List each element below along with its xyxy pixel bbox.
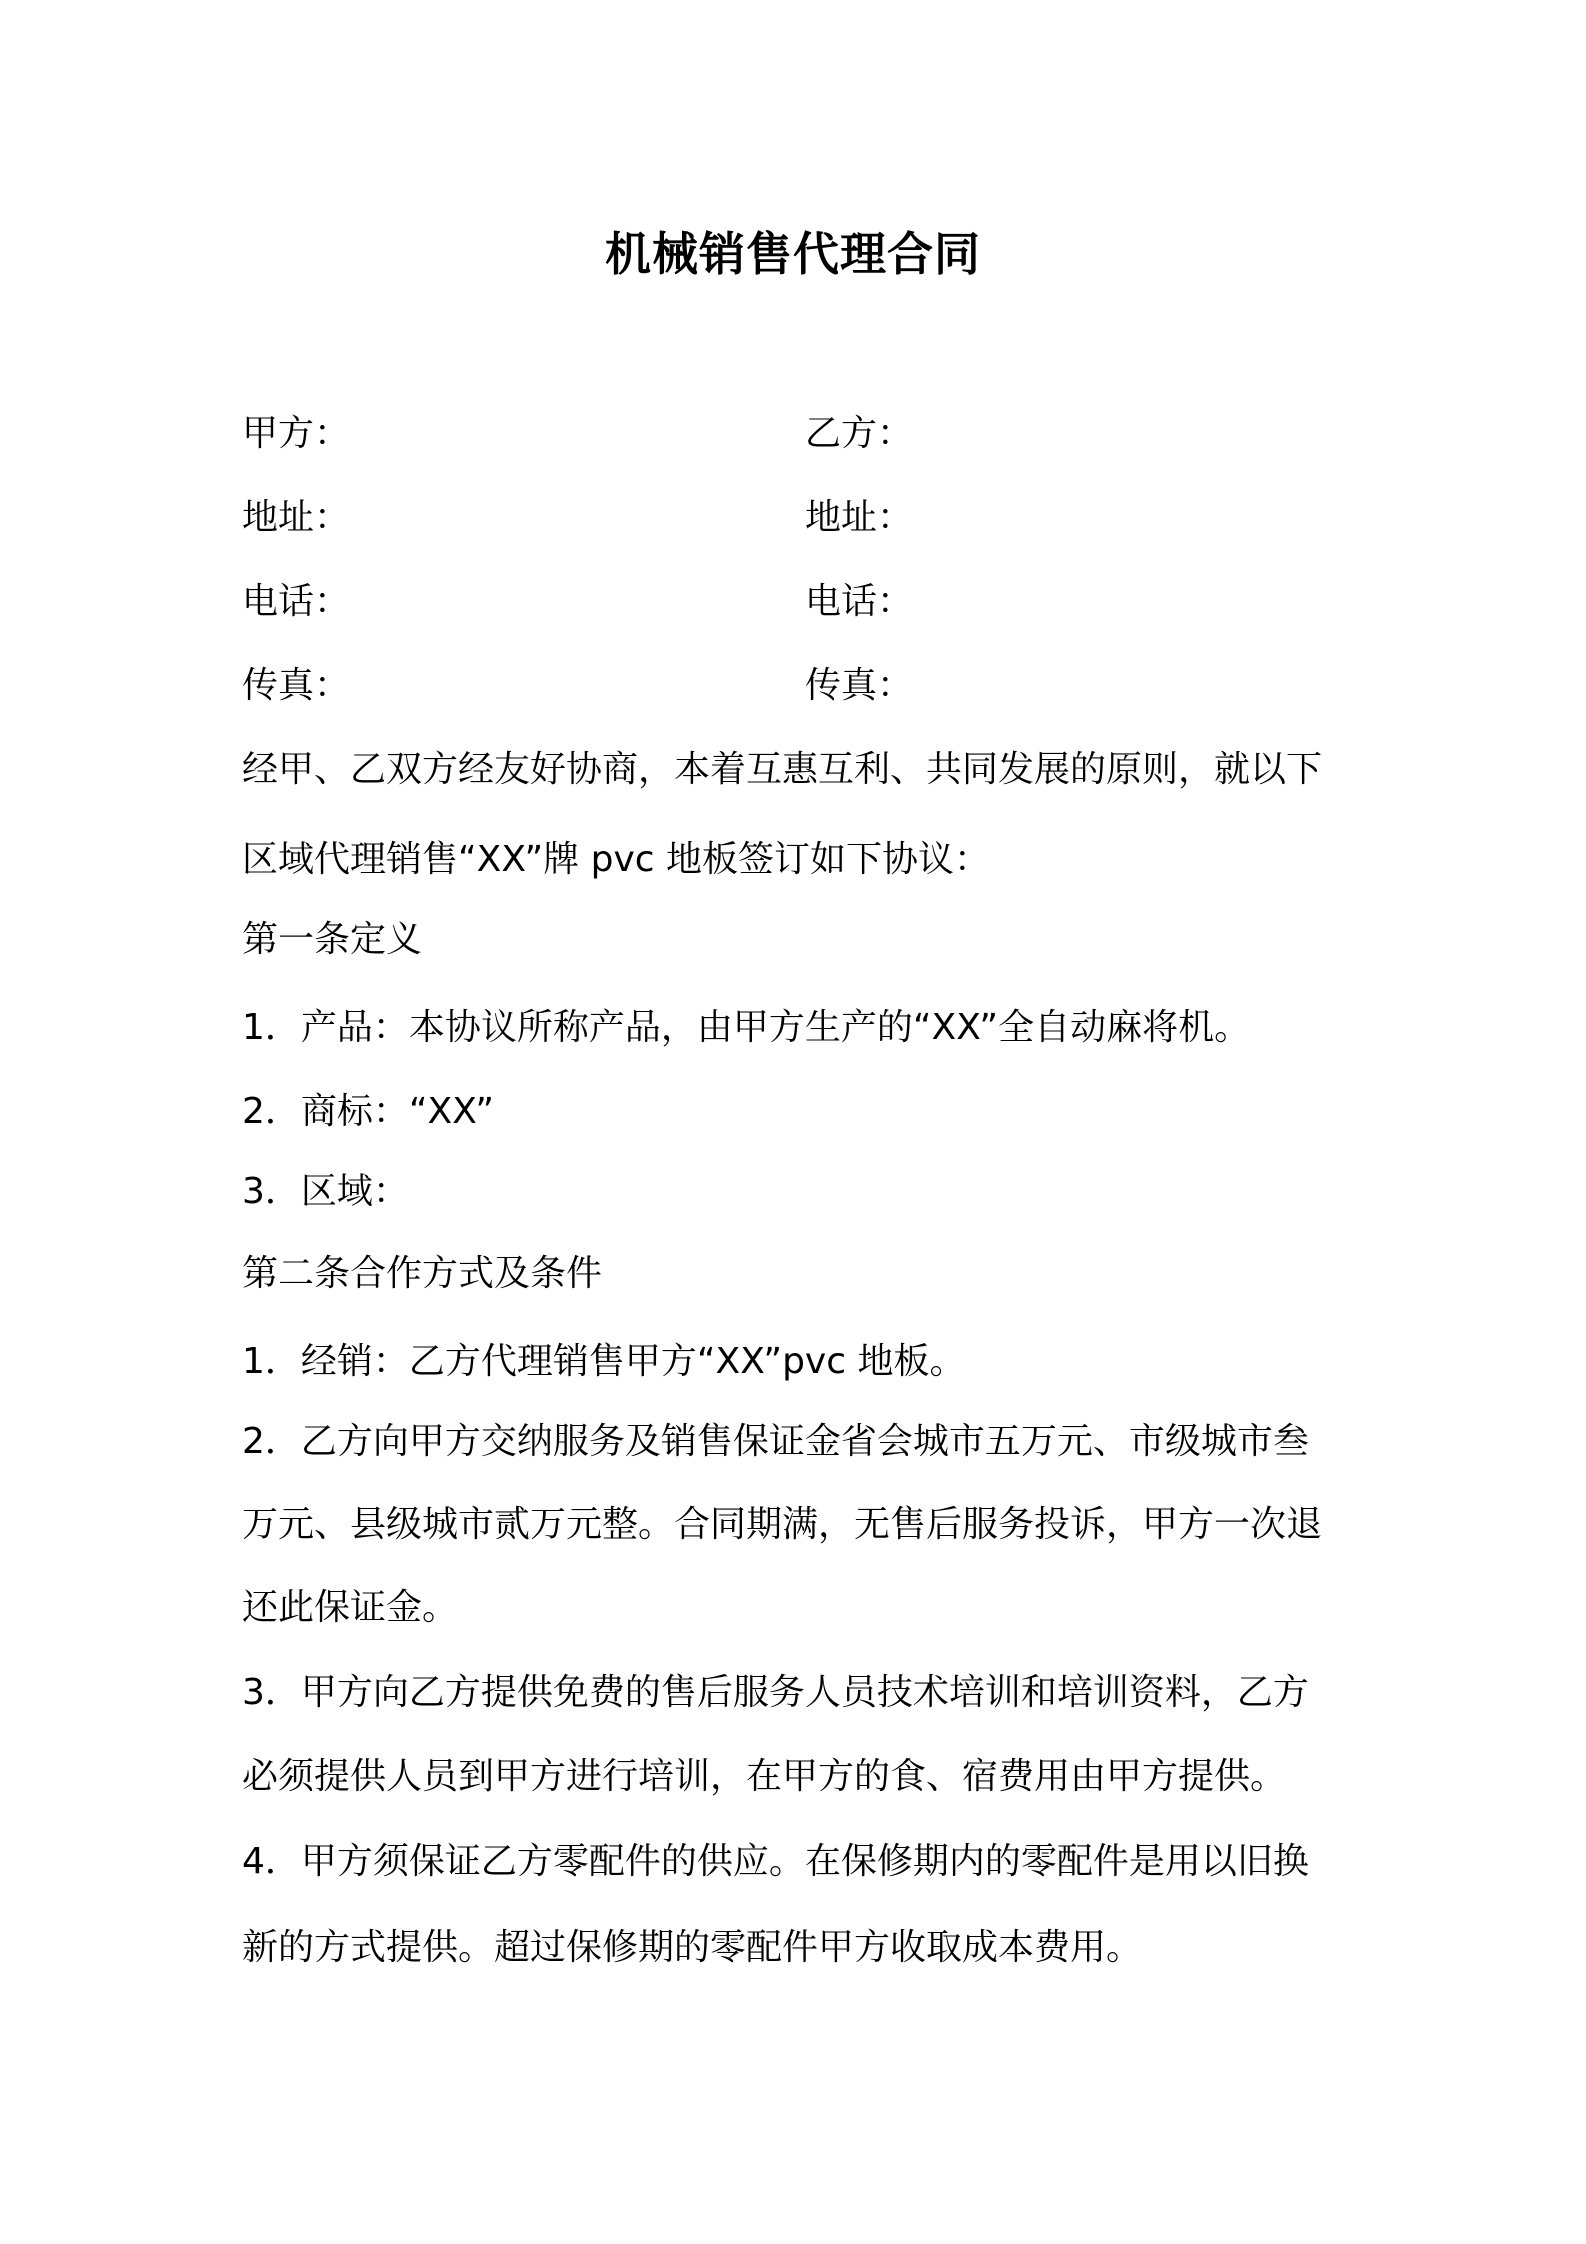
party-a-address-label: 地址： (242, 497, 351, 538)
article-1-item: 2．商标：“XX” (242, 1091, 495, 1132)
article-2-line: 3．甲方向乙方提供免费的售后服务人员技术培训和培训资料，乙方 (242, 1672, 1309, 1713)
party-a-label: 甲方： (242, 413, 351, 454)
article-2-line: 还此保证金。 (242, 1587, 459, 1628)
article-2-line: 新的方式提供。超过保修期的零配件甲方收取成本费用。 (242, 1927, 1143, 1968)
intro-line: 经甲、乙双方经友好协商，本着互惠互利、共同发展的原则，就以下 (242, 749, 1323, 790)
party-a-fax-label: 传真： (242, 665, 351, 706)
article-2-heading: 第二条合作方式及条件 (242, 1253, 603, 1294)
intro-line: 区域代理销售“XX”牌 pvc 地板签订如下协议： (242, 839, 991, 880)
party-b-address-label: 地址： (805, 497, 914, 538)
article-2-line: 必须提供人员到甲方进行培训，在甲方的食、宿费用由甲方提供。 (242, 1756, 1287, 1797)
article-1-item: 1．产品：本协议所称产品，由甲方生产的“XX”全自动麻将机。 (242, 1007, 1251, 1048)
party-b-label: 乙方： (805, 413, 914, 454)
party-b-phone-label: 电话： (805, 581, 914, 622)
article-2-line: 万元、县级城市贰万元整。合同期满，无售后服务投诉，甲方一次退 (242, 1504, 1323, 1545)
document-title: 机械销售代理合同 (605, 227, 981, 281)
party-a-phone-label: 电话： (242, 581, 351, 622)
article-2-line: 4．甲方须保证乙方零配件的供应。在保修期内的零配件是用以旧换 (242, 1841, 1309, 1882)
article-1-item: 3．区域： (242, 1171, 409, 1212)
article-2-line: 2．乙方向甲方交纳服务及销售保证金省会城市五万元、市级城市叁 (242, 1421, 1309, 1462)
party-b-fax-label: 传真： (805, 665, 914, 706)
article-2-line: 1．经销：乙方代理销售甲方“XX”pvc 地板。 (242, 1341, 966, 1382)
article-1-heading: 第一条定义 (242, 919, 423, 960)
